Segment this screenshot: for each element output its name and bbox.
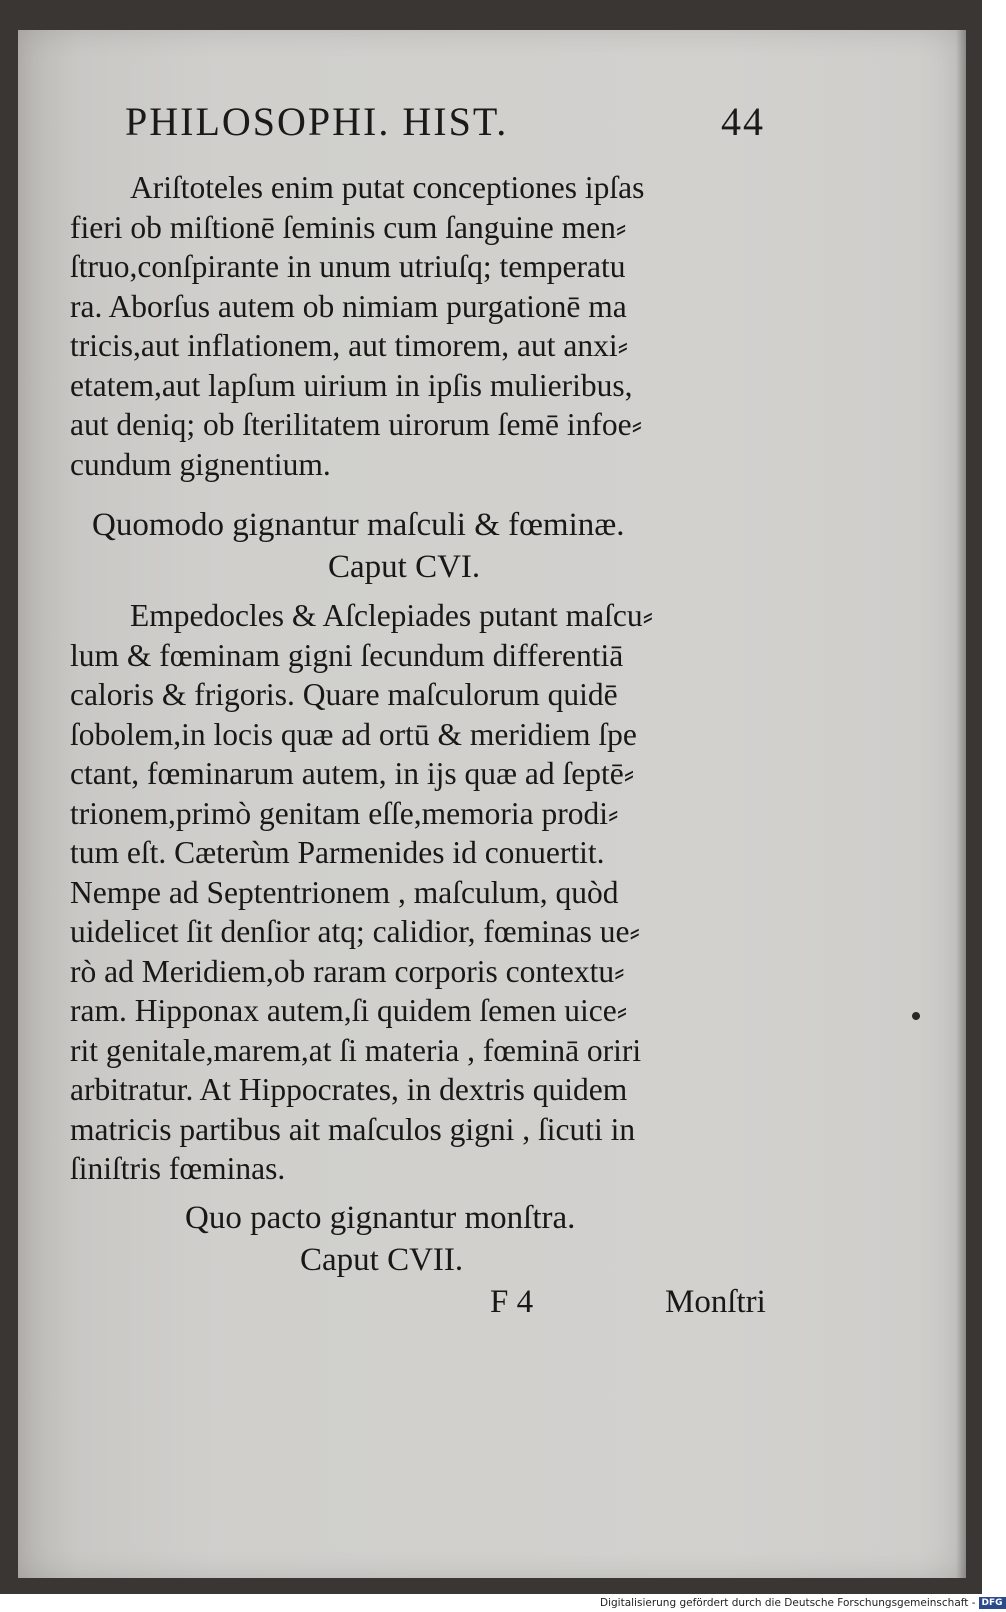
text-line: tricis,aut inflationem, aut timorem, aut anxi⸗	[70, 328, 629, 363]
text-line: Nempe ad Septentrionem , maſculum, quòd	[70, 874, 619, 910]
text-line: ram. Hipponax autem,ſi quidem ſemen uice⸗	[70, 993, 628, 1028]
spacer	[70, 588, 840, 596]
text-line: trionem,primò genitam eſſe,memoria prodi⸗	[70, 795, 619, 831]
chapter-106-caput: Caput CVI.	[328, 549, 481, 585]
text-line: ctant, fœminarum autem, in ijs quæ ad ſeptē⸗	[70, 756, 635, 791]
text-line: ra. Aborſus autem ob nimiam purgationē ma	[70, 288, 627, 324]
text-line: matricis partibus ait maſculos gigni , ſicuti in	[70, 1111, 636, 1147]
catchword: Monſtri	[665, 1283, 766, 1320]
paragraph-1	[70, 168, 840, 484]
paragraph-2	[70, 596, 840, 1189]
text-line: ſobolem,in locis quæ ad ortū & meridiem ſpe	[70, 716, 637, 752]
text-line: fieri ob miſtionē ſeminis cum ſanguine men⸗	[70, 209, 627, 245]
text-block	[70, 168, 840, 1323]
page-number: 44	[721, 99, 765, 144]
text-line: ſtruo,conſpirante in unum utriuſq; temperatu	[70, 249, 626, 284]
text-line: ſiniſtris fœminas.	[70, 1151, 286, 1186]
text-line: rò ad Meridiem,ob raram corporis contextu⸗	[70, 953, 625, 989]
page-edge-shadow	[956, 30, 966, 1578]
text-line: Empedocles & Aſclepiades putant maſcu⸗	[130, 598, 654, 633]
digitization-credit	[600, 1594, 1003, 1612]
dfg-logo-icon: DFG	[979, 1597, 1006, 1609]
text-line: tum eſt. Cæterùm Parmenides id conuertit.	[70, 835, 605, 870]
text-line: etatem,aut lapſum uirium in ipſis mulieribus,	[70, 367, 633, 403]
text-line: Ariſtoteles enim putat conceptiones ipſas	[130, 170, 645, 205]
signature-mark: F 4	[490, 1283, 534, 1320]
text-line: uidelicet ſit denſior atq; calidior, fœminas ue⸗	[70, 914, 640, 949]
running-head-title: PHILOSOPHI. HIST.	[125, 99, 509, 144]
page-footer	[70, 1281, 840, 1323]
chapter-107-title: Quo pacto gignantur monſtra.	[185, 1199, 576, 1236]
text-line: lum & fœminam gigni ſecundum differentiā	[70, 637, 624, 673]
text-line: aut deniq; ob ſterilitatem uirorum ſemē infoe⸗	[70, 407, 643, 442]
chapter-107-caput: Caput CVII.	[300, 1241, 464, 1278]
text-line: cundum gignentium.	[70, 446, 331, 482]
text-line: caloris & frigoris. Quare maſculorum quidē	[70, 677, 618, 712]
credit-text: Digitalisierung gefördert durch die Deutsche Forschungsgemeinschaft -	[600, 1597, 976, 1609]
text-line: rit genitale,marem,at ſi materia , fœminā oriri	[70, 1032, 642, 1068]
running-head	[125, 98, 765, 158]
text-line: arbitratur. At Hippocrates, in dextris quidem	[70, 1072, 628, 1107]
chapter-106-title: Quomodo gignantur maſculi & fœminæ.	[92, 507, 625, 543]
